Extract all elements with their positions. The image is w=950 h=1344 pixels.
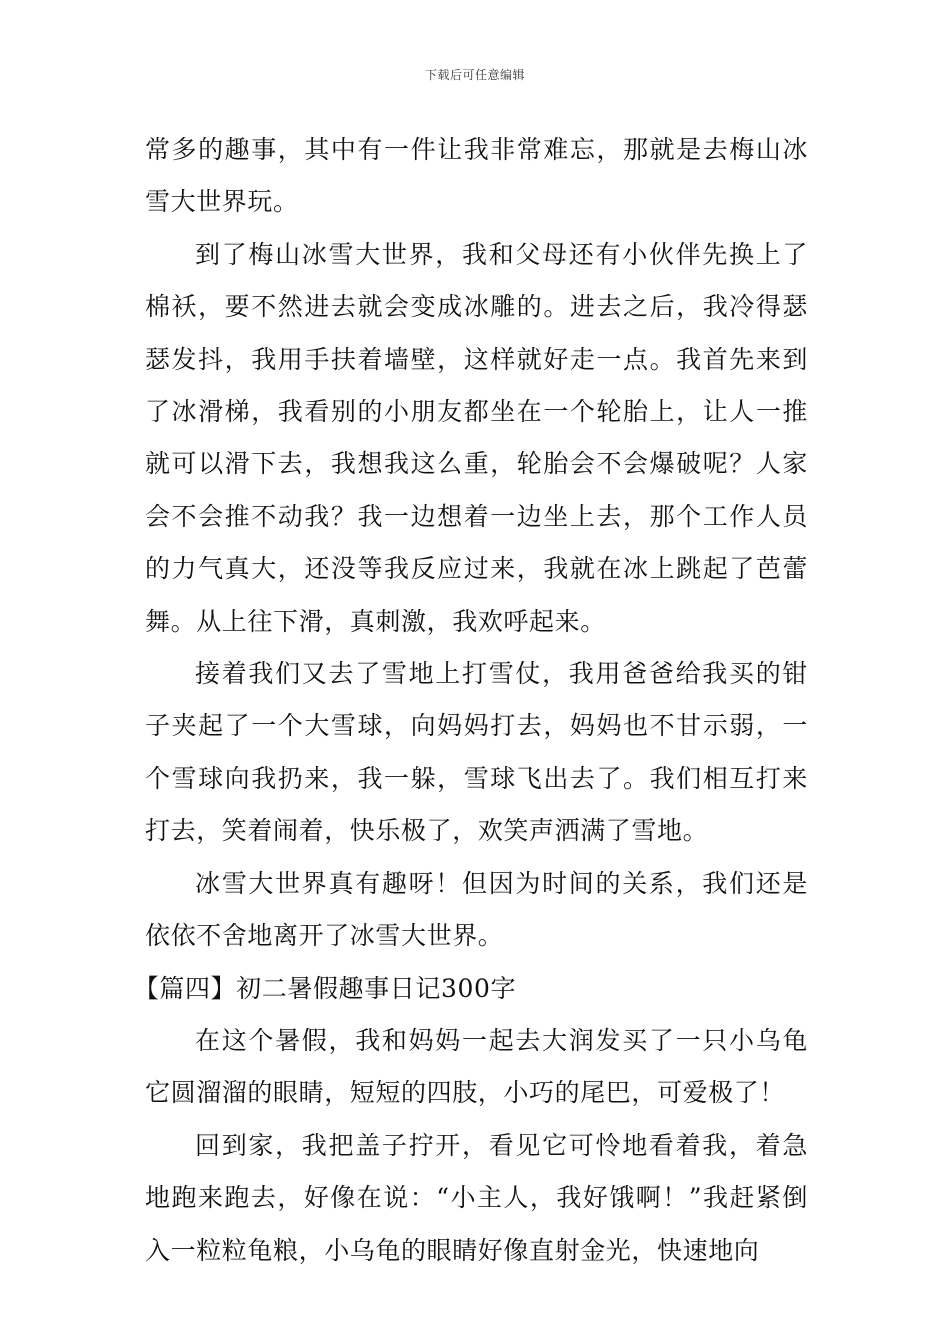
paragraph-continuation: 常多的趣事，其中有一件让我非常难忘，那就是去梅山冰雪大世界玩。: [145, 135, 808, 217]
article-body: [133, 124, 808, 1277]
paragraph-turtle-purchase: 在这个暑假，我和妈妈一起去大润发买了一只小乌龟它圆溜溜的眼睛，短短的四肢，小巧的尾巴，可爱极了！: [145, 1025, 808, 1108]
paragraph-snowball-fight: 接着我们又去了雪地上打雪仗，我用爸爸给我买的钳子夹起了一个大雪球，向妈妈打去，妈妈也不甘示弱，一个雪球向我扔来，我一躲，雪球飞出去了。我们相互打来打去，笑着闹着，快乐极了，欢笑声洒满了雪地。: [145, 659, 808, 846]
page-header: 下载后可任意编辑: [424, 68, 525, 82]
section-heading: 【篇四】初二暑假趣事日记300字: [133, 973, 517, 1003]
paragraph-turtle-feeding: 回到家，我把盖子拧开，看见它可怜地看着我，着急地跑来跑去，好像在说：“小主人，我好饿啊！”我赶紧倒入一粒粒龟粮，小乌龟的眼睛好像直射金光，快速地向: [145, 1130, 808, 1265]
paragraph-leaving: 冰雪大世界真有趣呀！但因为时间的关系，我们还是依依不舍地离开了冰雪大世界。: [145, 868, 808, 951]
paragraph-ice-world: 到了梅山冰雪大世界，我和父母还有小伙伴先换上了棉袄，要不然进去就会变成冰雕的。进去之后，我冷得瑟瑟发抖，我用手扶着墙壁，这样就好走一点。我首先来到了冰滑梯，我看别的小朋友都坐在一个轮胎上，让人一推就可以滑下去，我想我这么重，轮胎会不会爆破呢？人家会不会推不动我？我一边想着一边坐上去，那个工作人员的力气真大，还没等我反应过来，我就在冰上跳起了芭蕾舞。从上往下滑，真刺激，我欢呼起来。: [145, 239, 808, 636]
